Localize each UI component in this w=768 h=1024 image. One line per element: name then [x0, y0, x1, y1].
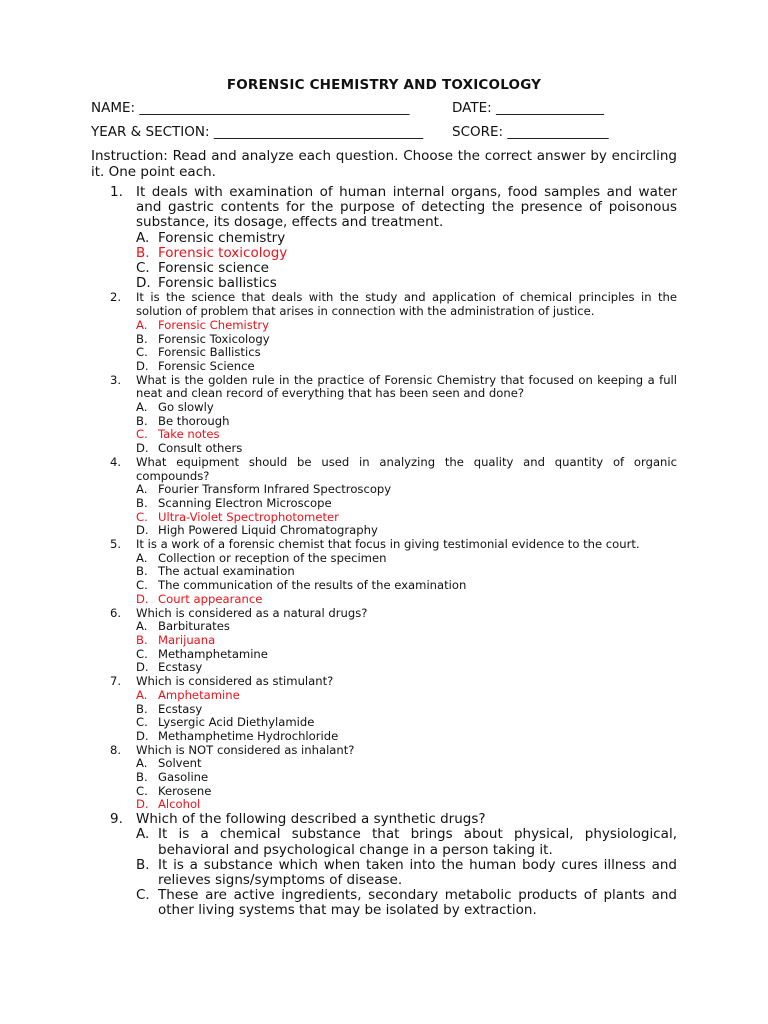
question-list: [0, 185, 768, 919]
option-letter: C.: [136, 783, 148, 798]
option-3a: [0, 401, 768, 415]
option-8a: [0, 757, 768, 771]
date-field: DATE: ________________: [452, 100, 604, 116]
option-9b: [0, 858, 768, 888]
option-5a: [0, 552, 768, 566]
option-text: These are active ingredients, secondary metabolic products of plants and other living systems that may be isolated by extraction.: [158, 887, 677, 919]
question-number: 8.: [110, 742, 122, 757]
option-letter: A.: [136, 550, 148, 565]
option-8c: [0, 785, 768, 799]
option-text: Gasoline: [158, 770, 209, 785]
question-6: [0, 607, 768, 621]
option-text: Forensic Toxicology: [158, 331, 270, 346]
option-letter: D.: [136, 441, 149, 456]
option-letter: D.: [136, 523, 149, 538]
option-text: The communication of the results of the examination: [158, 578, 467, 593]
option-text: Court appearance: [158, 591, 263, 606]
option-9a: [0, 827, 768, 857]
option-6c: [0, 648, 768, 662]
question-number: 4.: [110, 454, 122, 469]
option-text: Forensic Science: [158, 358, 255, 373]
option-letter: D.: [136, 797, 149, 812]
option-letter: C.: [136, 715, 148, 730]
year-section-field: YEAR & SECTION: _______________________________: [91, 124, 424, 140]
question-stem: Which is considered as a natural drugs?: [136, 605, 368, 620]
question-stem: It deals with examination of human internal organs, food samples and water and gastric contents for the purpose of detecting the presence of poisonous substance, its dosage, effects and treatment.: [136, 184, 677, 231]
option-letter: B.: [136, 701, 148, 716]
option-2b: [0, 333, 768, 347]
option-text: Forensic toxicology: [158, 244, 288, 261]
question-number: 7.: [110, 674, 122, 689]
option-text: Alcohol: [158, 797, 201, 812]
question-8: [0, 744, 768, 758]
option-text: It is a chemical substance that brings about physical, physiological, behavioral and psychological change in a person taking it.: [158, 826, 677, 858]
option-text: Be thorough: [158, 413, 230, 428]
option-9c: [0, 888, 768, 918]
option-letter: D.: [136, 358, 149, 373]
option-letter: A.: [136, 826, 150, 843]
option-text: Ecstasy: [158, 701, 203, 716]
option-text: Consult others: [158, 441, 243, 456]
option-5d-answer: [0, 593, 768, 607]
option-letter: B.: [136, 413, 148, 428]
option-7c: [0, 716, 768, 730]
name-field: NAME: ________________________________________: [91, 100, 410, 116]
question-stem: Which is NOT considered as inhalant?: [136, 742, 355, 757]
option-letter: D.: [136, 275, 151, 292]
question-4: [0, 456, 768, 483]
question-stem: Which is considered as stimulant?: [136, 674, 334, 689]
option-5b: [0, 565, 768, 579]
option-letter: A.: [136, 317, 148, 332]
option-letter: A.: [136, 619, 148, 634]
page-title: FORENSIC CHEMISTRY AND TOXICOLOGY: [226, 77, 542, 93]
option-3c-answer: [0, 428, 768, 442]
option-6a: [0, 620, 768, 634]
question-1: [0, 185, 768, 231]
option-letter: A.: [136, 229, 150, 246]
question-stem: Which of the following described a synthetic drugs?: [136, 811, 486, 828]
option-letter: C.: [136, 345, 148, 360]
option-7a-answer: [0, 689, 768, 703]
option-letter: B.: [136, 331, 148, 346]
option-2c: [0, 346, 768, 360]
option-text: Take notes: [158, 427, 220, 442]
option-letter: C.: [136, 646, 148, 661]
option-text: Collection or reception of the specimen: [158, 550, 387, 565]
option-6d: [0, 661, 768, 675]
option-text: Barbiturates: [158, 619, 230, 634]
option-letter: D.: [136, 660, 149, 675]
option-letter: C.: [136, 887, 150, 904]
option-letter: D.: [136, 728, 149, 743]
option-letter: A.: [136, 687, 148, 702]
option-1c: [0, 261, 768, 276]
question-2: [0, 291, 768, 318]
option-letter: B.: [136, 770, 148, 785]
question-number: 5.: [110, 537, 122, 552]
question-3: [0, 374, 768, 401]
option-text: Solvent: [158, 756, 202, 771]
option-text: Scanning Electron Microscope: [158, 495, 332, 510]
option-2d: [0, 360, 768, 374]
question-7: [0, 675, 768, 689]
option-letter: C.: [136, 260, 150, 277]
option-letter: B.: [136, 633, 148, 647]
option-letter: D.: [136, 591, 149, 606]
option-text: Lysergic Acid Diethylamide: [158, 715, 315, 730]
option-letter: B.: [136, 495, 148, 510]
question-number: 2.: [110, 290, 122, 305]
option-3d: [0, 442, 768, 456]
question-number: 6.: [110, 605, 122, 620]
option-letter: C.: [136, 509, 148, 524]
option-letter: A.: [136, 400, 148, 415]
option-letter: A.: [136, 482, 148, 497]
question-number: 3.: [110, 372, 122, 387]
option-text: Marijuana: [158, 633, 216, 647]
option-text: Ecstasy: [158, 660, 203, 675]
question-number: 1.: [110, 184, 123, 200]
option-7b: [0, 703, 768, 717]
option-letter: A.: [136, 756, 148, 771]
question-9: [0, 812, 768, 827]
option-1d: [0, 276, 768, 291]
option-text: Forensic chemistry: [158, 229, 286, 246]
option-text: Go slowly: [158, 400, 214, 415]
option-7d: [0, 730, 768, 744]
question-stem: What equipment should be used in analyzing the quality and quantity of organic compounds?: [136, 454, 677, 483]
question-5: [0, 538, 768, 552]
option-text: Kerosene: [158, 783, 212, 798]
option-4d: [0, 524, 768, 538]
option-8d-answer: [0, 798, 768, 812]
question-stem: What is the golden rule in the practice of Forensic Chemistry that focused on keeping a full neat and clean record of everything that has been seen and done?: [136, 372, 677, 401]
option-letter: C.: [136, 427, 148, 442]
option-text: It is a substance which when taken into the human body cures illness and relieves signs/symptoms of disease.: [158, 856, 677, 888]
score-field: SCORE: _______________: [452, 124, 609, 140]
option-4a: [0, 483, 768, 497]
option-letter: B.: [136, 856, 150, 873]
option-text: Forensic science: [158, 260, 269, 277]
option-1a: [0, 231, 768, 246]
option-4c-answer: [0, 511, 768, 525]
option-letter: C.: [136, 578, 148, 593]
option-letter: B.: [136, 564, 148, 579]
option-text: Forensic Ballistics: [158, 345, 261, 360]
option-text: Ultra-Violet Spectrophotometer: [158, 509, 339, 524]
option-3b: [0, 415, 768, 429]
question-number: 9.: [110, 811, 123, 828]
option-text: Forensic Chemistry: [158, 317, 269, 332]
option-text: Fourier Transform Infrared Spectroscopy: [158, 482, 392, 497]
option-8b: [0, 771, 768, 785]
option-text: Amphetamine: [158, 687, 240, 702]
option-4b: [0, 497, 768, 511]
option-letter: B.: [136, 244, 150, 261]
option-text: Methamphetime Hydrochloride: [158, 728, 339, 743]
option-5c: [0, 579, 768, 593]
option-text: Forensic ballistics: [158, 275, 277, 292]
option-text: High Powered Liquid Chromatography: [158, 523, 378, 538]
option-1b-answer: [0, 246, 768, 261]
question-stem: It is a work of a forensic chemist that focus in giving testimonial evidence to the court.: [136, 537, 640, 552]
option-2a-answer: [0, 319, 768, 333]
option-text: The actual examination: [158, 564, 295, 579]
instruction-text: Instruction: Read and analyze each question. Choose the correct answer by encircling it. One point each.: [91, 148, 677, 180]
option-6b-answer: [0, 634, 768, 648]
question-stem: It is the science that deals with the study and application of chemical principles in the solution of problem that arises in connection with the administration of justice.: [136, 290, 677, 319]
option-text: Methamphetamine: [158, 646, 268, 661]
